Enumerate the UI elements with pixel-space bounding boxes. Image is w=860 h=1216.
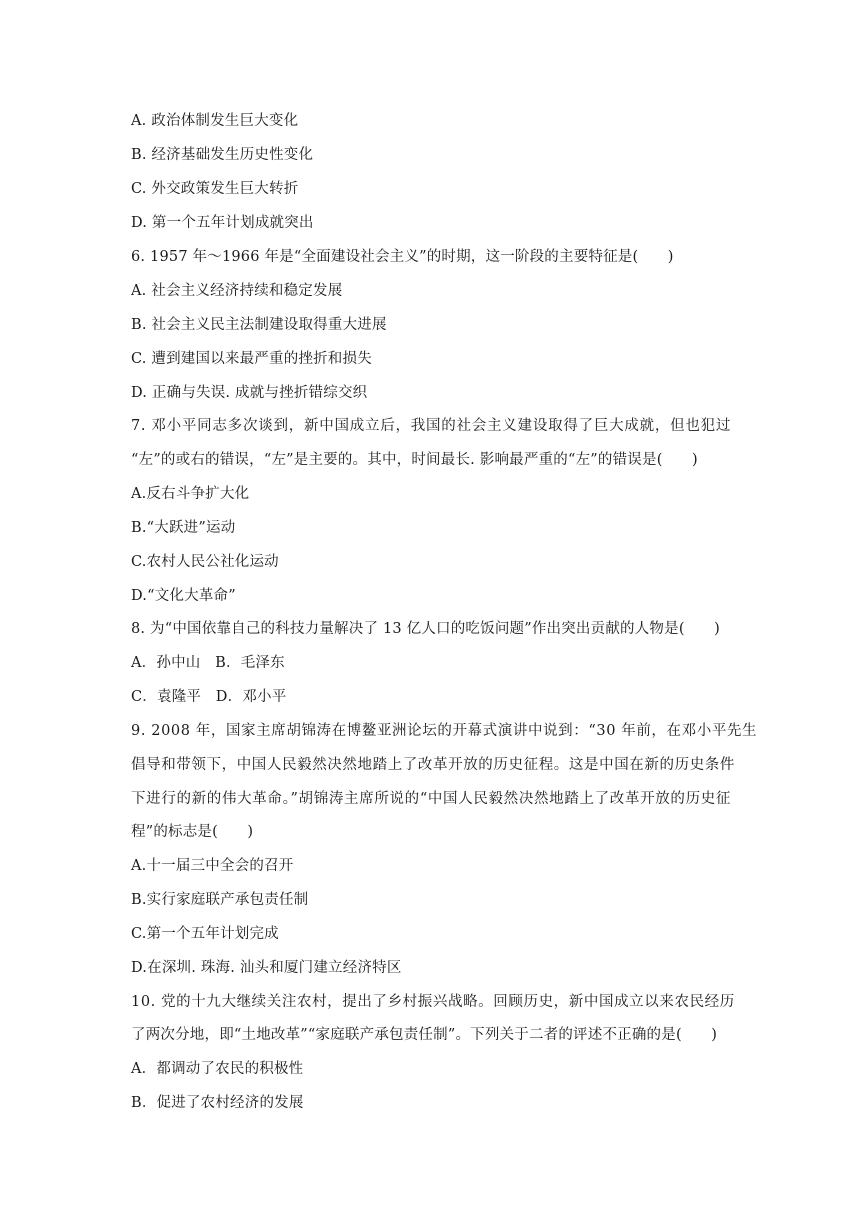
q9-option-c: C.第一个五年计划完成 xyxy=(131,926,279,942)
q8-stem: 8. 为“中国依靠自己的科技力量解决了 13 亿人口的吃饭问题”作出突出贡献的人物是( ) xyxy=(131,621,720,637)
q7-option-c: C.农村人民公社化运动 xyxy=(131,554,279,570)
q9-stem-line-1: 9. 2008 年，国家主席胡锦涛在博鳌亚洲论坛的开幕式演讲中说到：“30 年前，在邓小平先生 xyxy=(131,723,758,739)
q9-option-d: D.在深圳. 珠海. 汕头和厦门建立经济特区 xyxy=(131,960,402,976)
q9-option-a: A.十一届三中全会的召开 xyxy=(131,858,294,874)
q6-option-a: A. 社会主义经济持续和稳定发展 xyxy=(131,283,343,299)
q8-options-row-1: A．孙中山 B．毛泽东 xyxy=(131,655,285,671)
q7-stem-line-2: “左”的或右的错误，“左”是主要的。其中，时间最长. 影响最严重的“左”的错误是( ) xyxy=(131,452,698,468)
q5-option-d: D. 第一个五年计划成就突出 xyxy=(131,215,314,231)
q9-stem-line-3: 下进行的新的伟大革命。”胡锦涛主席所说的“中国人民毅然决然地踏上了改革开放的历史征 xyxy=(131,791,731,807)
q7-option-a: A.反右斗争扩大化 xyxy=(131,486,250,502)
q10-stem-line-1: 10. 党的十九大继续关注农村，提出了乡村振兴战略。回顾历史，新中国成立以来农民经历 xyxy=(131,994,735,1010)
q6-option-d: D. 正确与失误. 成就与挫折错综交织 xyxy=(131,385,368,401)
q8-options-row-2: C．袁隆平 D．邓小平 xyxy=(131,689,287,705)
q7-option-b: B.“大跃进”运动 xyxy=(131,520,236,536)
q5-option-b: B. 经济基础发生历史性变化 xyxy=(131,147,314,163)
q10-option-a: A．都调动了农民的积极性 xyxy=(131,1061,304,1077)
q10-option-b: B．促进了农村经济的发展 xyxy=(131,1095,304,1111)
q6-stem: 6. 1957 年～1966 年是“全面建设社会主义”的时期，这一阶段的主要特征是( ) xyxy=(131,249,674,265)
q6-option-c: C. 遭到建国以来最严重的挫折和损失 xyxy=(131,351,372,367)
q9-stem-line-4: 程”的标志是( ) xyxy=(131,824,254,840)
q9-option-b: B.实行家庭联产承包责任制 xyxy=(131,892,309,908)
q10-stem-line-2: 了两次分地，即“土地改革”“家庭联产承包责任制”。下列关于二者的评述不正确的是( ) xyxy=(131,1027,718,1043)
q9-stem-line-2: 倡导和带领下，中国人民毅然决然地踏上了改革开放的历史征程。这是中国在新的历史条件 xyxy=(131,757,735,773)
q7-option-d: D.“文化大革命” xyxy=(131,588,236,604)
q5-option-c: C. 外交政策发生巨大转折 xyxy=(131,181,299,197)
q6-option-b: B. 社会主义民主法制建设取得重大进展 xyxy=(131,317,387,333)
q7-stem-line-1: 7. 邓小平同志多次谈到，新中国成立后，我国的社会主义建设取得了巨大成就，但也犯过 xyxy=(131,418,731,434)
q5-option-a: A. 政治体制发生巨大变化 xyxy=(131,113,299,129)
